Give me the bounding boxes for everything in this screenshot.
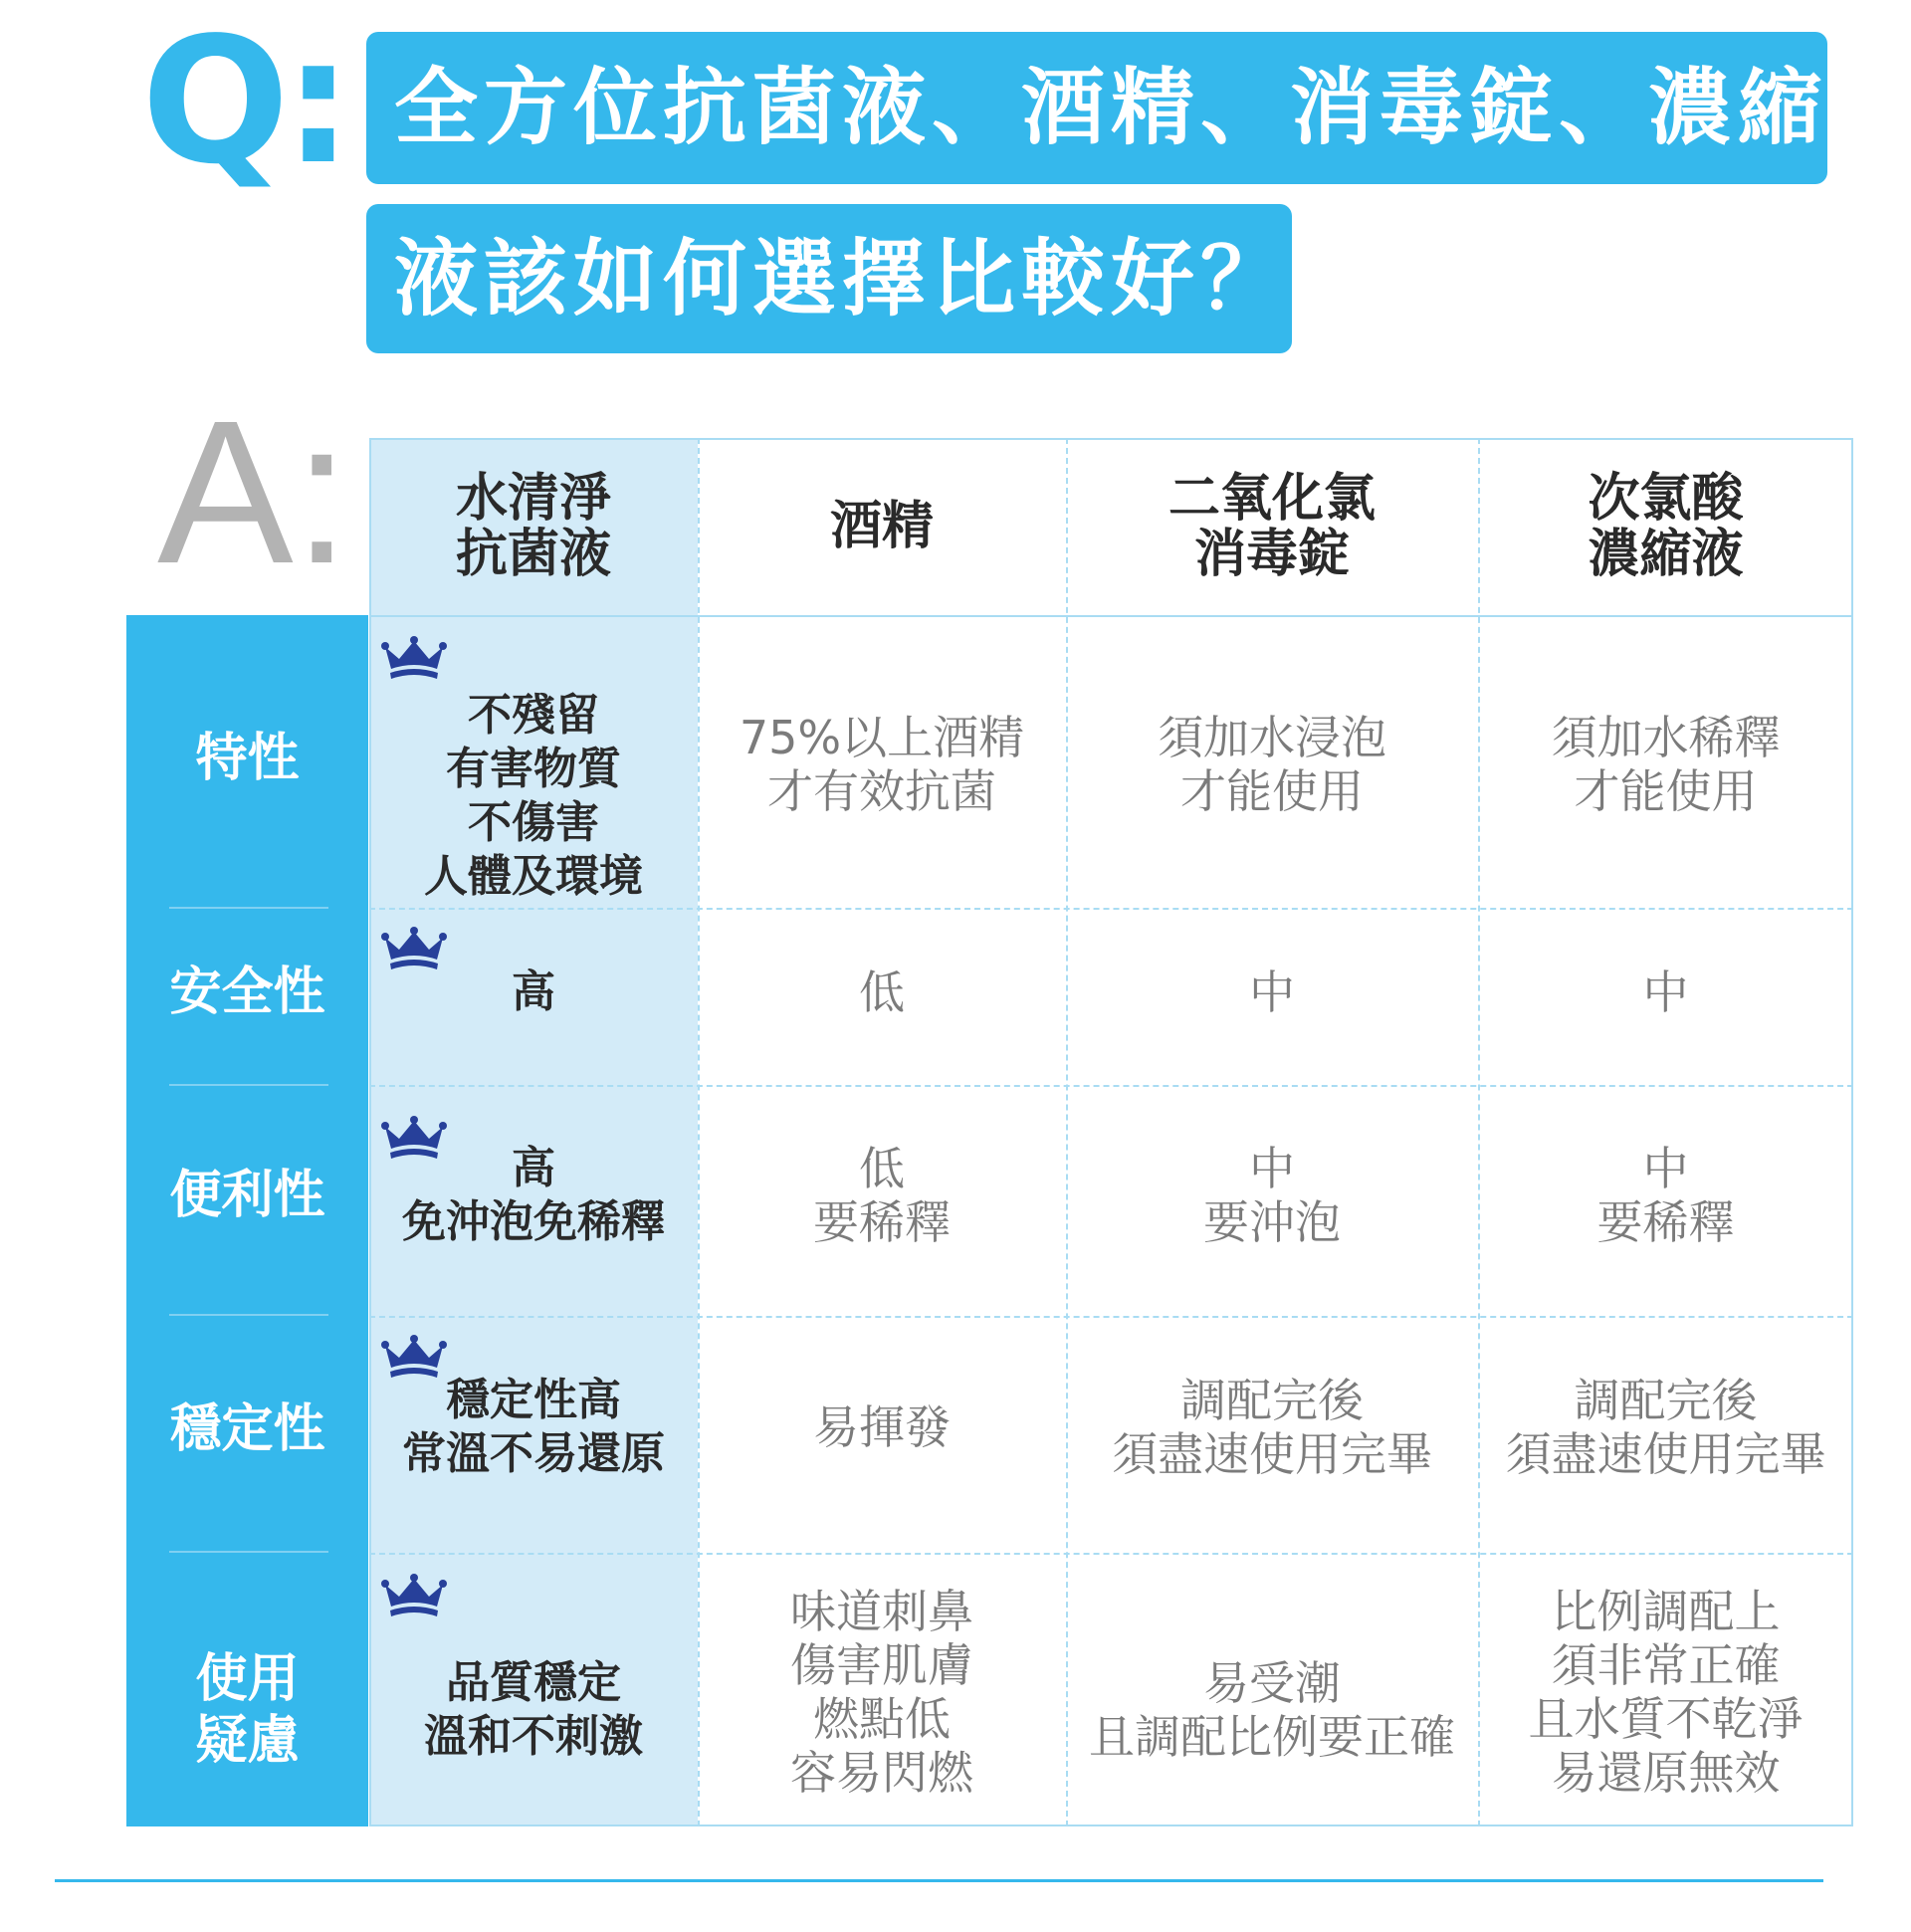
- cell-text-line: 且水質不乾淨: [1528, 1692, 1804, 1746]
- column-header: [1066, 438, 1478, 615]
- table-cell: [1478, 1580, 1853, 1805]
- column-header: [698, 438, 1066, 615]
- table-cell: [1478, 1137, 1853, 1254]
- recommended-cell: [369, 1369, 698, 1486]
- question-line-2: 液該如何選擇比較好？: [366, 204, 1292, 353]
- cell-text-line: 傷害肌膚: [790, 1638, 973, 1692]
- cell-text-line: 要稀釋: [813, 1195, 951, 1249]
- cell-text-line: 常溫不易還原: [402, 1428, 665, 1479]
- row-label-line: 便利性: [169, 1166, 325, 1225]
- cell-text-line: 高: [512, 966, 555, 1017]
- row-label: [126, 1640, 368, 1780]
- cell-text-line: 中: [1642, 966, 1689, 1019]
- cell-text-line: 須加水浸泡: [1158, 711, 1386, 764]
- column-header: [1478, 438, 1853, 615]
- crown-icon: [381, 635, 447, 683]
- cell-text-line: 中: [1642, 1142, 1689, 1195]
- cell-text-line: 燃點低: [813, 1692, 951, 1746]
- cell-text-line: 易受潮: [1203, 1656, 1341, 1710]
- row-label-line: 特性: [195, 729, 300, 788]
- table-cell: [698, 1137, 1066, 1254]
- cell-text-line: 才能使用: [1574, 764, 1758, 818]
- row-label-separator: [169, 1084, 328, 1086]
- question-line-1: 全方位抗菌液、酒精、消毒錠、濃縮: [366, 32, 1827, 184]
- cell-text-line: 容易閃燃: [790, 1746, 973, 1800]
- cell-text-line: 才有效抗菌: [767, 764, 996, 818]
- cell-text-line: 次氯酸: [1588, 469, 1744, 529]
- cell-text-line: 易揮發: [813, 1400, 951, 1454]
- table-cell: [1066, 1369, 1478, 1486]
- column-header: [369, 438, 698, 615]
- recommended-cell: [369, 1651, 698, 1769]
- row-divider: [369, 1553, 1853, 1555]
- table-cell: [1066, 961, 1478, 1024]
- cell-text-line: 酒精: [829, 497, 934, 556]
- table-cell: [1066, 1651, 1478, 1769]
- cell-text-line: 人體及環境: [424, 851, 643, 902]
- table-cell: [698, 961, 1066, 1024]
- cell-text-line: 75%以上酒精: [739, 711, 1025, 764]
- table-cell: [698, 706, 1066, 823]
- row-label: [126, 1360, 368, 1499]
- cell-text-line: 消毒錠: [1193, 525, 1350, 584]
- answer-mark-label: A:: [157, 378, 350, 606]
- cell-text-line: 中: [1249, 1142, 1295, 1195]
- table-cell: [698, 1395, 1066, 1459]
- cell-text-line: 不傷害: [468, 797, 599, 848]
- cell-text-line: 須盡速使用完畢: [1112, 1427, 1432, 1481]
- cell-text-line: 且調配比例要正確: [1089, 1710, 1455, 1764]
- cell-text-line: 調配完後: [1574, 1374, 1758, 1427]
- row-divider: [369, 1085, 1853, 1087]
- cell-text-line: 抗菌液: [455, 525, 611, 584]
- row-label-line: 穩定性: [169, 1399, 325, 1459]
- cell-text-line: 低: [859, 966, 905, 1019]
- cell-text-line: 高: [512, 1143, 555, 1193]
- crown-icon: [381, 926, 447, 973]
- row-divider: [369, 615, 1853, 617]
- row-label-separator: [169, 1314, 328, 1316]
- question-mark-label: Q:: [141, 1, 347, 203]
- cell-text-line: 須盡速使用完畢: [1505, 1427, 1826, 1481]
- cell-text-line: 才能使用: [1180, 764, 1364, 818]
- recommended-cell: [369, 684, 698, 909]
- cell-text-line: 要沖泡: [1203, 1195, 1341, 1249]
- cell-text-line: 濃縮液: [1588, 525, 1744, 584]
- crown-icon: [381, 1115, 447, 1163]
- cell-text-line: 二氧化氯: [1168, 469, 1376, 529]
- cell-text-line: 要稀釋: [1596, 1195, 1735, 1249]
- table-cell: [1478, 706, 1853, 823]
- row-label-separator: [169, 1551, 328, 1553]
- row-label-line: 疑慮: [195, 1711, 300, 1771]
- row-label-line: 安全性: [169, 963, 325, 1022]
- cell-text-line: 須非常正確: [1551, 1638, 1781, 1692]
- row-divider: [369, 1316, 1853, 1318]
- row-label: [126, 689, 368, 828]
- table-cell: [1066, 1137, 1478, 1254]
- cell-text-line: 中: [1249, 966, 1295, 1019]
- cell-text-line: 穩定性高: [446, 1375, 621, 1425]
- table-cell: [1478, 961, 1853, 1024]
- cell-text-line: 有害物質: [446, 744, 621, 794]
- cell-text-line: 不殘留: [468, 690, 599, 741]
- table-cell: [1478, 1369, 1853, 1486]
- row-label: [126, 1126, 368, 1265]
- bottom-divider: [55, 1879, 1823, 1882]
- cell-text-line: 比例調配上: [1551, 1585, 1781, 1638]
- row-label-line: 使用: [195, 1649, 300, 1709]
- table-cell: [1066, 706, 1478, 823]
- row-label: [126, 923, 368, 1062]
- cell-text-line: 味道刺鼻: [790, 1585, 973, 1638]
- crown-icon: [381, 1573, 447, 1620]
- cell-text-line: 須加水稀釋: [1551, 711, 1781, 764]
- cell-text-line: 調配完後: [1180, 1374, 1364, 1427]
- row-label-separator: [169, 907, 328, 909]
- crown-icon: [381, 1334, 447, 1382]
- cell-text-line: 溫和不刺激: [424, 1711, 643, 1762]
- cell-text-line: 水清淨: [455, 469, 611, 529]
- cell-text-line: 低: [859, 1142, 905, 1195]
- column-divider: [1066, 438, 1068, 1826]
- table-cell: [698, 1580, 1066, 1805]
- cell-text-line: 易還原無效: [1551, 1746, 1781, 1800]
- cell-text-line: 品質穩定: [446, 1657, 621, 1708]
- cell-text-line: 免沖泡免稀釋: [402, 1196, 665, 1247]
